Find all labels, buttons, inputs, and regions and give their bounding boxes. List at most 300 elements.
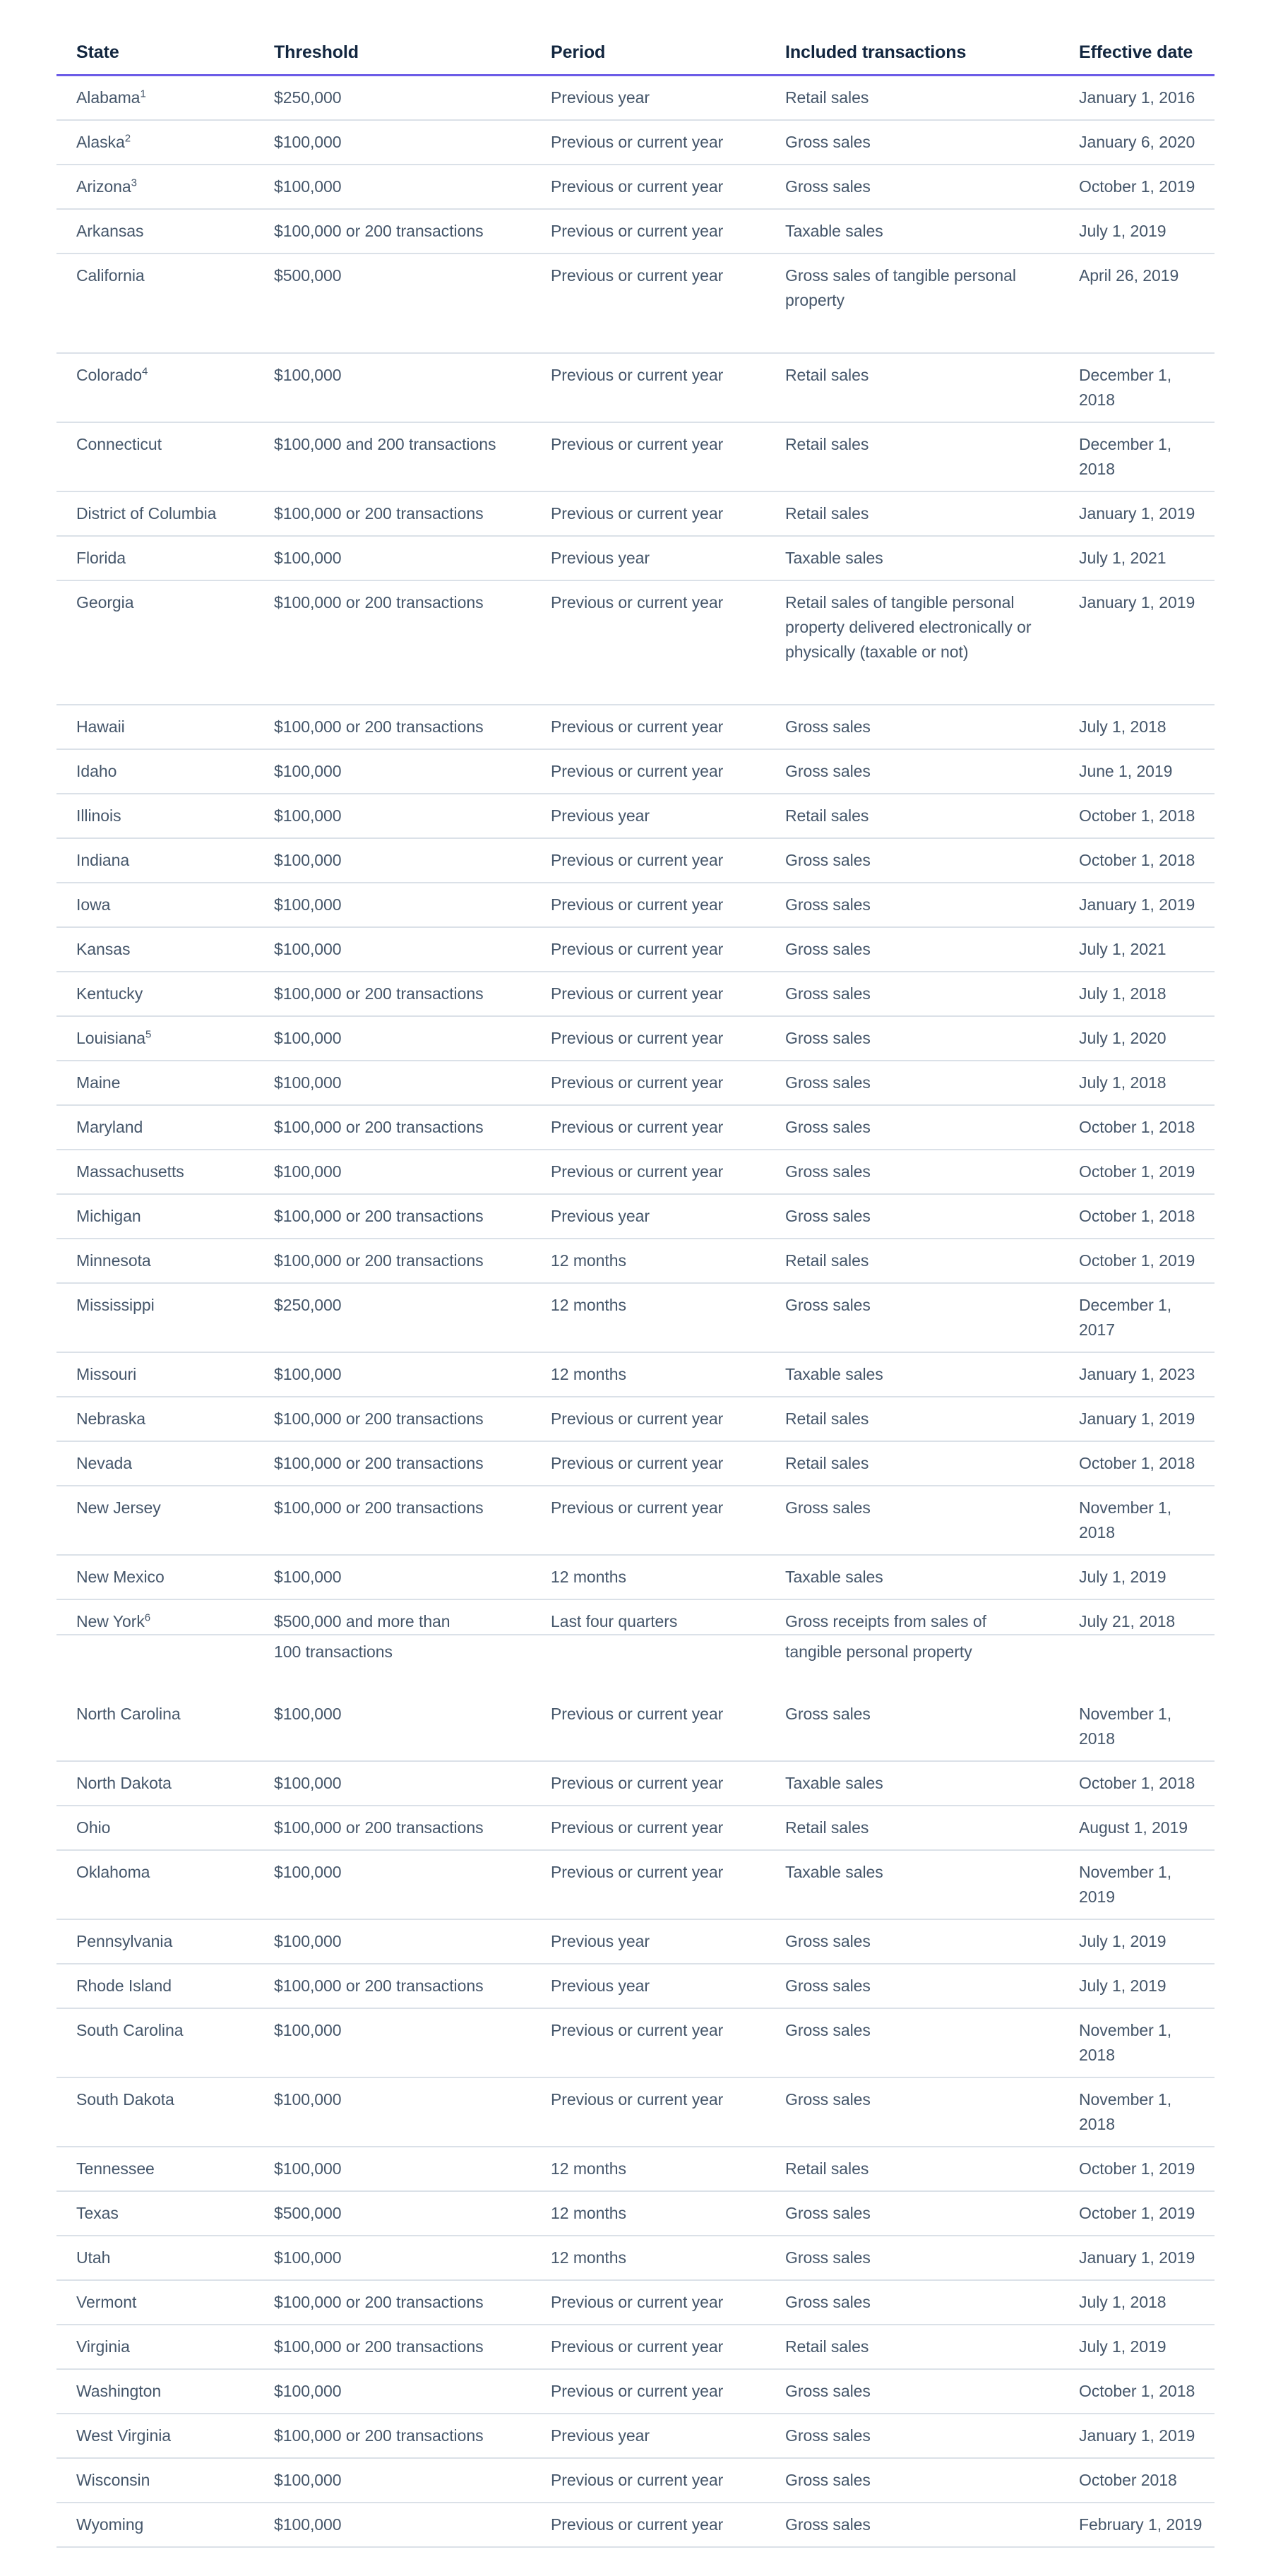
cell-state-continuation — [76, 1635, 244, 1664]
row-spacer — [551, 1664, 756, 1693]
table-row — [56, 1239, 1215, 1283]
cell-state — [56, 1599, 254, 1693]
cell-state: California — [56, 254, 254, 353]
cell-threshold: $100,000 or 200 transactions — [254, 1239, 531, 1283]
cell-period: Previous or current year — [531, 1806, 765, 1850]
cell-included-transactions: Gross sales — [765, 2077, 1062, 2147]
cell-threshold: $100,000 — [254, 1352, 531, 1397]
cell-effective-date: August 1, 2019 — [1062, 1806, 1215, 1850]
cell-state: Nebraska — [56, 1397, 254, 1441]
table-row — [56, 2008, 1215, 2077]
cell-period: Previous year — [531, 536, 765, 580]
cell-state: Arizona$^3$ — [56, 165, 254, 209]
cell-effective-date-line-2 — [1079, 1635, 1205, 1664]
cell-included-transactions: Gross sales — [765, 1283, 1062, 1352]
cell-effective-date: December 1, 2018 — [1062, 353, 1215, 422]
cell-state: Colorado$^4$ — [56, 353, 254, 422]
column-header-included-transactions: Included transactions — [765, 42, 1062, 76]
cell-state: Rhode Island — [56, 1964, 254, 2008]
cell-included-transactions: Taxable sales — [765, 209, 1062, 254]
cell-state: Wyoming — [56, 2503, 254, 2547]
cell-effective-date: January 1, 2019 — [1062, 491, 1215, 536]
cell-included-transactions: Gross sales — [765, 2008, 1062, 2077]
cell-period: Previous or current year — [531, 2503, 765, 2547]
cell-period: Previous or current year — [531, 1761, 765, 1806]
table-row — [56, 2236, 1215, 2280]
table-row — [56, 1919, 1215, 1964]
table-row — [56, 883, 1215, 927]
cell-effective-date: October 1, 2019 — [1062, 2147, 1215, 2191]
cell-threshold: $100,000 or 200 transactions — [254, 1964, 531, 2008]
cell-state-text: New York$^6$ — [76, 1611, 151, 1630]
cell-period: Previous or current year — [531, 422, 765, 491]
cell-state: New Jersey — [56, 1486, 254, 1555]
cell-threshold: $100,000 — [254, 353, 531, 422]
footnote-marker: 2 — [124, 132, 131, 145]
cell-threshold — [254, 1599, 531, 1693]
cell-state: Louisiana$^5$ — [56, 1016, 254, 1061]
cell-included-transactions: Gross sales — [765, 2458, 1062, 2503]
cell-state: South Dakota — [56, 2077, 254, 2147]
table-row — [56, 580, 1215, 705]
cell-effective-date: October 1, 2019 — [1062, 2191, 1215, 2236]
cell-threshold: $100,000 — [254, 1693, 531, 1761]
table-row — [56, 1105, 1215, 1150]
cell-included-transactions: Gross sales — [765, 2414, 1062, 2458]
cell-period: Previous or current year — [531, 1441, 765, 1486]
cell-threshold: $100,000 — [254, 2458, 531, 2503]
cell-effective-date: October 1, 2019 — [1062, 165, 1215, 209]
cell-effective-date: October 1, 2018 — [1062, 2369, 1215, 2414]
cell-effective-date: January 1, 2023 — [1062, 1352, 1215, 1397]
table-row — [56, 2147, 1215, 2191]
table-row — [56, 1964, 1215, 2008]
cell-included-transactions: Gross sales — [765, 838, 1062, 883]
cell-included-transactions: Retail sales — [765, 76, 1062, 121]
cell-effective-date: December 1, 2017 — [1062, 1283, 1215, 1352]
footnote-marker: 3 — [131, 177, 137, 189]
cell-period: Previous or current year — [531, 491, 765, 536]
cell-period: Previous or current year — [531, 2077, 765, 2147]
table-row — [56, 794, 1215, 838]
column-header-state: State — [56, 42, 254, 76]
cell-effective-date — [1062, 1599, 1215, 1693]
cell-state: Wisconsin — [56, 2458, 254, 2503]
cell-state: Oklahoma — [56, 1850, 254, 1919]
cell-period: Previous or current year — [531, 2369, 765, 2414]
cell-effective-date: July 1, 2018 — [1062, 972, 1215, 1016]
cell-period: 12 months — [531, 1352, 765, 1397]
cell-state: Washington — [56, 2369, 254, 2414]
footnote-marker: 6 — [144, 1611, 151, 1624]
column-header-effective-date: Effective date — [1062, 42, 1215, 76]
cell-included-transactions: Gross sales — [765, 705, 1062, 749]
cell-included-transactions: Gross sales — [765, 972, 1062, 1016]
cell-state: Maryland — [56, 1105, 254, 1150]
cell-state: Virginia — [56, 2325, 254, 2369]
footnote-marker: 5 — [145, 1028, 152, 1041]
table-row — [56, 705, 1215, 749]
cell-period: Previous or current year — [531, 1693, 765, 1761]
cell-effective-date: December 1, 2018 — [1062, 422, 1215, 491]
table-row — [56, 1850, 1215, 1919]
cell-threshold: $100,000 — [254, 1016, 531, 1061]
cell-included-transactions-line-1: Gross receipts from sales of — [785, 1612, 986, 1630]
cell-effective-date: October 1, 2018 — [1062, 1105, 1215, 1150]
cell-threshold: $100,000 or 200 transactions — [254, 2325, 531, 2369]
cell-included-transactions: Gross sales — [765, 2369, 1062, 2414]
cell-threshold: $100,000 — [254, 536, 531, 580]
cell-threshold: $250,000 — [254, 76, 531, 121]
table-row — [56, 254, 1215, 353]
cell-effective-date: February 1, 2019 — [1062, 2503, 1215, 2547]
cell-state: Mississippi — [56, 1283, 254, 1352]
cell-threshold: $250,000 — [254, 1283, 531, 1352]
cell-threshold-line-2: 100 transactions — [274, 1642, 393, 1661]
cell-included-transactions: Gross sales — [765, 883, 1062, 927]
table-row — [56, 1806, 1215, 1850]
cell-period: Previous or current year — [531, 972, 765, 1016]
cell-effective-date: November 1, 2018 — [1062, 2008, 1215, 2077]
cell-included-transactions: Retail sales — [765, 794, 1062, 838]
cell-included-transactions: Gross sales — [765, 1919, 1062, 1964]
cell-state: Michigan — [56, 1194, 254, 1239]
cell-period: 12 months — [531, 2236, 765, 2280]
cell-effective-date: November 1, 2018 — [1062, 1486, 1215, 1555]
cell-period: Previous or current year — [531, 705, 765, 749]
cell-state: Texas — [56, 2191, 254, 2236]
cell-effective-date: January 1, 2019 — [1062, 883, 1215, 927]
cell-included-transactions: Gross sales — [765, 2503, 1062, 2547]
cell-included-transactions-line-2: tangible personal property — [785, 1642, 972, 1661]
cell-threshold: $100,000 — [254, 1850, 531, 1919]
cell-included-transactions: Gross sales — [765, 1194, 1062, 1239]
table-row — [56, 1352, 1215, 1397]
cell-period: 12 months — [531, 1239, 765, 1283]
cell-threshold: $100,000 or 200 transactions — [254, 491, 531, 536]
cell-threshold-line-1: $500,000 and more than — [274, 1612, 450, 1630]
cell-effective-date: October 1, 2019 — [1062, 1239, 1215, 1283]
cell-state: Pennsylvania — [56, 1919, 254, 1964]
cell-state: Kansas — [56, 927, 254, 972]
column-header-threshold: Threshold — [254, 42, 531, 76]
cell-threshold: $100,000 or 200 transactions — [254, 1105, 531, 1150]
cell-threshold: $500,000 — [254, 254, 531, 353]
cell-effective-date-line-1: July 21, 2018 — [1079, 1612, 1176, 1630]
cell-included-transactions: Retail sales — [765, 1441, 1062, 1486]
table-row — [56, 1016, 1215, 1061]
cell-state: Indiana — [56, 838, 254, 883]
cell-period: Previous or current year — [531, 1016, 765, 1061]
cell-state: Hawaii — [56, 705, 254, 749]
cell-period: Previous or current year — [531, 2325, 765, 2369]
cell-threshold: $100,000 — [254, 1150, 531, 1194]
economic-nexus-table — [56, 42, 1215, 2548]
table-row — [56, 209, 1215, 254]
cell-period: 12 months — [531, 1555, 765, 1599]
cell-included-transactions: Taxable sales — [765, 1555, 1062, 1599]
cell-state: District of Columbia — [56, 491, 254, 536]
cell-effective-date: July 1, 2019 — [1062, 209, 1215, 254]
cell-effective-date: January 1, 2019 — [1062, 580, 1215, 705]
cell-effective-date: July 1, 2018 — [1062, 1061, 1215, 1105]
cell-effective-date: January 1, 2019 — [1062, 2236, 1215, 2280]
cell-effective-date: October 1, 2018 — [1062, 1761, 1215, 1806]
cell-effective-date: October 1, 2018 — [1062, 794, 1215, 838]
cell-period: Previous or current year — [531, 165, 765, 209]
cell-threshold: $100,000 or 200 transactions — [254, 1441, 531, 1486]
cell-state: North Dakota — [56, 1761, 254, 1806]
table-row — [56, 76, 1215, 121]
cell-included-transactions: Taxable sales — [765, 1850, 1062, 1919]
cell-effective-date: October 1, 2019 — [1062, 1150, 1215, 1194]
cell-period: Previous or current year — [531, 2280, 765, 2325]
column-header-period: Period — [531, 42, 765, 76]
cell-state: Arkansas — [56, 209, 254, 254]
table-row — [56, 2414, 1215, 2458]
cell-effective-date: January 1, 2019 — [1062, 1397, 1215, 1441]
cell-period: Previous or current year — [531, 353, 765, 422]
cell-period: Previous year — [531, 1964, 765, 2008]
table-row — [56, 1486, 1215, 1555]
cell-included-transactions: Gross sales — [765, 1061, 1062, 1105]
cell-included-transactions: Taxable sales — [765, 1352, 1062, 1397]
cell-effective-date: November 1, 2018 — [1062, 1693, 1215, 1761]
table-row — [56, 2458, 1215, 2503]
cell-effective-date: April 26, 2019 — [1062, 254, 1215, 353]
table-row — [56, 1397, 1215, 1441]
cell-period — [531, 1599, 765, 1693]
cell-threshold: $100,000 — [254, 1555, 531, 1599]
cell-state: Florida — [56, 536, 254, 580]
cell-state: South Carolina — [56, 2008, 254, 2077]
cell-period: Previous or current year — [531, 254, 765, 353]
cell-included-transactions: Retail sales — [765, 1806, 1062, 1850]
cell-period: Previous or current year — [531, 1061, 765, 1105]
cell-threshold: $100,000 or 200 transactions — [254, 972, 531, 1016]
cell-threshold: $100,000 or 200 transactions — [254, 209, 531, 254]
cell-threshold: $100,000 or 200 transactions — [254, 705, 531, 749]
cell-period: Previous or current year — [531, 927, 765, 972]
table-row — [56, 120, 1215, 165]
cell-included-transactions: Gross sales — [765, 1693, 1062, 1761]
table-row — [56, 838, 1215, 883]
cell-state: Nevada — [56, 1441, 254, 1486]
cell-threshold: $100,000 or 200 transactions — [254, 1806, 531, 1850]
cell-state: Iowa — [56, 883, 254, 927]
table-row — [56, 422, 1215, 491]
cell-included-transactions: Retail sales of tangible personal property delivered electronically or physically (taxable or not) — [765, 580, 1062, 705]
cell-threshold: $100,000 — [254, 120, 531, 165]
cell-threshold: $100,000 — [254, 2147, 531, 2191]
cell-period: Previous or current year — [531, 1150, 765, 1194]
cell-included-transactions: Gross sales — [765, 1016, 1062, 1061]
cell-period: Previous year — [531, 1194, 765, 1239]
cell-effective-date: July 1, 2021 — [1062, 927, 1215, 972]
cell-period: Previous or current year — [531, 120, 765, 165]
cell-period: Previous or current year — [531, 1850, 765, 1919]
cell-state: Massachusetts — [56, 1150, 254, 1194]
table-row — [56, 2325, 1215, 2369]
table-row — [56, 1441, 1215, 1486]
cell-period: Previous or current year — [531, 2458, 765, 2503]
cell-period: Previous or current year — [531, 1105, 765, 1150]
cell-effective-date: November 1, 2019 — [1062, 1850, 1215, 1919]
cell-effective-date: June 1, 2019 — [1062, 749, 1215, 794]
table-body — [56, 76, 1215, 2548]
cell-effective-date: January 6, 2020 — [1062, 120, 1215, 165]
table-row — [56, 2280, 1215, 2325]
table-row — [56, 2503, 1215, 2547]
table-row — [56, 2191, 1215, 2236]
cell-included-transactions: Taxable sales — [765, 1761, 1062, 1806]
cell-threshold: $100,000 — [254, 1061, 531, 1105]
cell-effective-date: July 1, 2019 — [1062, 1919, 1215, 1964]
cell-threshold: $100,000 — [254, 2077, 531, 2147]
table-row — [56, 1150, 1215, 1194]
table-row — [56, 1194, 1215, 1239]
table-row — [56, 1555, 1215, 1599]
cell-period: Previous year — [531, 1919, 765, 1964]
cell-period: 12 months — [531, 2191, 765, 2236]
cell-state: Alaska$^2$ — [56, 120, 254, 165]
cell-effective-date: October 1, 2018 — [1062, 1441, 1215, 1486]
cell-period: Previous or current year — [531, 2008, 765, 2077]
cell-period: Previous or current year — [531, 749, 765, 794]
table-row — [56, 491, 1215, 536]
cell-period-line-1: Last four quarters — [551, 1612, 678, 1630]
row-spacer — [76, 1664, 244, 1693]
cell-included-transactions: Gross sales — [765, 2280, 1062, 2325]
cell-period: Previous year — [531, 76, 765, 121]
cell-state: Vermont — [56, 2280, 254, 2325]
cell-included-transactions: Retail sales — [765, 1397, 1062, 1441]
cell-threshold: $100,000 — [254, 883, 531, 927]
cell-effective-date: July 1, 2018 — [1062, 2280, 1215, 2325]
cell-threshold: $100,000 — [254, 165, 531, 209]
cell-effective-date: July 1, 2021 — [1062, 536, 1215, 580]
cell-period-line-2 — [551, 1635, 756, 1664]
cell-threshold: $100,000 or 200 transactions — [254, 1397, 531, 1441]
row-spacer — [785, 1664, 1052, 1693]
table-header — [56, 42, 1215, 76]
cell-effective-date: July 1, 2020 — [1062, 1016, 1215, 1061]
cell-threshold: $100,000 — [254, 2008, 531, 2077]
cell-threshold: $100,000 — [254, 838, 531, 883]
cell-threshold: $100,000 — [254, 794, 531, 838]
cell-effective-date: July 1, 2018 — [1062, 705, 1215, 749]
cell-threshold: $500,000 — [254, 2191, 531, 2236]
footnote-marker: 4 — [141, 365, 148, 378]
footnote-marker: 1 — [140, 88, 146, 100]
cell-state: Georgia — [56, 580, 254, 705]
cell-period: Previous or current year — [531, 209, 765, 254]
cell-included-transactions: Gross sales — [765, 927, 1062, 972]
cell-state: Connecticut — [56, 422, 254, 491]
cell-threshold: $100,000 — [254, 2503, 531, 2547]
cell-threshold: $100,000 — [254, 927, 531, 972]
cell-period: Previous year — [531, 2414, 765, 2458]
cell-state: New Mexico — [56, 1555, 254, 1599]
cell-included-transactions: Gross sales — [765, 1486, 1062, 1555]
cell-effective-date: July 1, 2019 — [1062, 1964, 1215, 2008]
cell-state: Missouri — [56, 1352, 254, 1397]
cell-state: Ohio — [56, 1806, 254, 1850]
cell-effective-date: January 1, 2016 — [1062, 76, 1215, 121]
cell-included-transactions: Gross sales — [765, 1964, 1062, 2008]
cell-included-transactions: Retail sales — [765, 491, 1062, 536]
table-row — [56, 165, 1215, 209]
cell-state: Utah — [56, 2236, 254, 2280]
table-row — [56, 972, 1215, 1016]
cell-threshold: $100,000 or 200 transactions — [254, 580, 531, 705]
cell-threshold: $100,000 and 200 transactions — [254, 422, 531, 491]
cell-state: North Carolina — [56, 1693, 254, 1761]
cell-included-transactions: Gross sales — [765, 120, 1062, 165]
table-row — [56, 2077, 1215, 2147]
cell-threshold: $100,000 — [254, 1761, 531, 1806]
table-row — [56, 1061, 1215, 1105]
cell-threshold: $100,000 — [254, 2369, 531, 2414]
cell-included-transactions — [765, 1599, 1062, 1693]
cell-included-transactions: Retail sales — [765, 2147, 1062, 2191]
cell-effective-date: November 1, 2018 — [1062, 2077, 1215, 2147]
table-row — [56, 536, 1215, 580]
cell-included-transactions: Retail sales — [765, 2325, 1062, 2369]
cell-effective-date: October 1, 2018 — [1062, 1194, 1215, 1239]
cell-period: Previous or current year — [531, 1397, 765, 1441]
cell-included-transactions: Gross sales — [765, 2236, 1062, 2280]
table-row — [56, 749, 1215, 794]
cell-included-transactions: Gross sales — [765, 2191, 1062, 2236]
cell-included-transactions: Gross sales — [765, 1150, 1062, 1194]
cell-period: Previous or current year — [531, 838, 765, 883]
row-spacer — [274, 1664, 521, 1693]
cell-threshold: $100,000 or 200 transactions — [254, 1486, 531, 1555]
cell-included-transactions: Retail sales — [765, 353, 1062, 422]
cell-included-transactions: Retail sales — [765, 422, 1062, 491]
cell-effective-date: January 1, 2019 — [1062, 2414, 1215, 2458]
cell-threshold: $100,000 or 200 transactions — [254, 2280, 531, 2325]
cell-state: Idaho — [56, 749, 254, 794]
cell-effective-date: October 2018 — [1062, 2458, 1215, 2503]
cell-state: Tennessee — [56, 2147, 254, 2191]
cell-period: Previous or current year — [531, 580, 765, 705]
table-row — [56, 927, 1215, 972]
cell-threshold: $100,000 or 200 transactions — [254, 2414, 531, 2458]
cell-effective-date: July 1, 2019 — [1062, 2325, 1215, 2369]
cell-included-transactions: Gross sales — [765, 749, 1062, 794]
cell-state: Kentucky — [56, 972, 254, 1016]
cell-included-transactions: Retail sales — [765, 1239, 1062, 1283]
cell-threshold: $100,000 — [254, 2236, 531, 2280]
cell-included-transactions: Gross sales — [765, 165, 1062, 209]
cell-included-transactions: Gross sales of tangible personal property — [765, 254, 1062, 353]
cell-threshold: $100,000 — [254, 1919, 531, 1964]
table-header-row — [56, 42, 1215, 76]
cell-state: West Virginia — [56, 2414, 254, 2458]
cell-included-transactions: Gross sales — [765, 1105, 1062, 1150]
cell-state: Alabama$^1$ — [56, 76, 254, 121]
cell-period: Previous year — [531, 794, 765, 838]
table-row — [56, 2369, 1215, 2414]
cell-effective-date: October 1, 2018 — [1062, 838, 1215, 883]
cell-state: Maine — [56, 1061, 254, 1105]
row-spacer — [1079, 1664, 1205, 1693]
cell-period: Previous or current year — [531, 883, 765, 927]
cell-period: 12 months — [531, 1283, 765, 1352]
cell-period: Previous or current year — [531, 1486, 765, 1555]
